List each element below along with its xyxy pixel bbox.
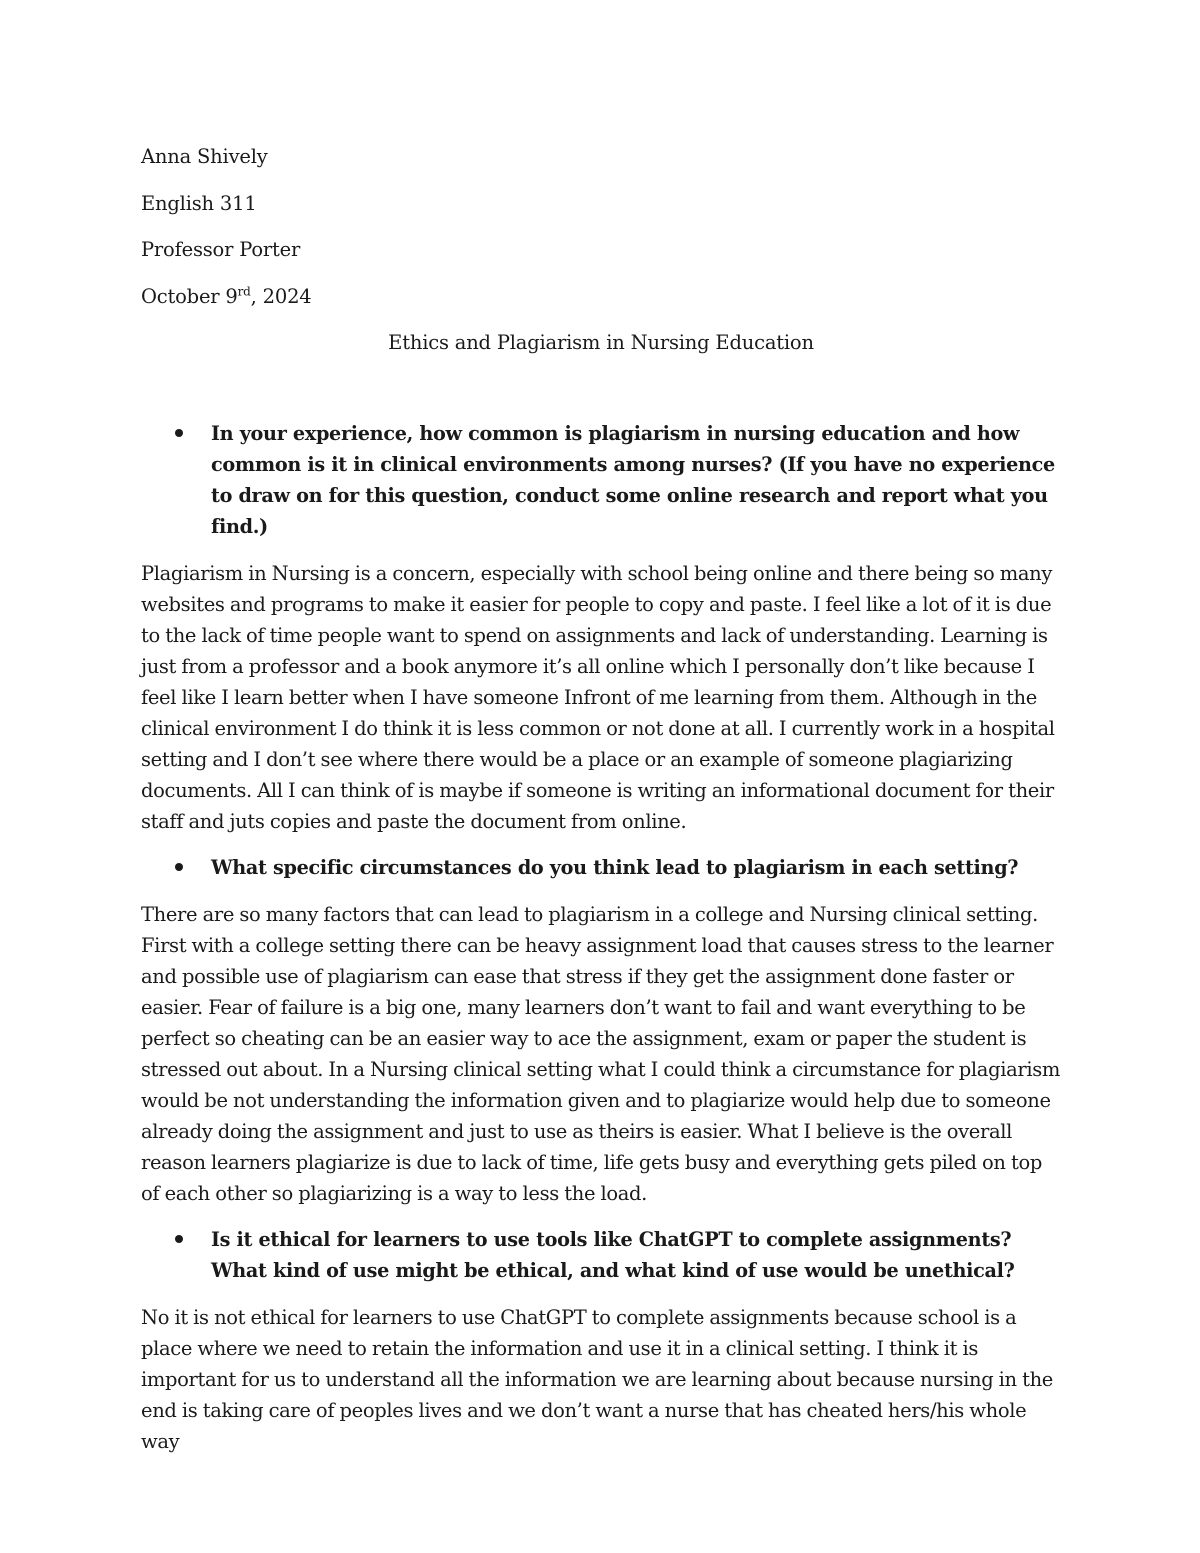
- question-text: In your experience, how common is plagiarism in nursing education and how common is it in clinical environments among nurses? (If you have no experience to draw on for this question, conduct some online research and report what you find.): [211, 422, 1055, 538]
- answer-2: There are so many factors that can lead to plagiarism in a college and Nursing clinical setting. First with a college setting there can be heavy assignment load that causes stress to the learner and possible use of plagiarism can ease that stress if they get the assignment done faster or easier. Fear of failure is a big one, many learners don’t want to fail and want everything to be perfect so cheating can be an easier way to ace the assignment, exam or paper the student is stressed out about. In a Nursing clinical setting what I could think a circumstance for plagiarism would be not understanding the information given and to plagiarize would help due to someone already doing the assignment and just to use as theirs is easier. What I believe is the overall reason learners plagiarize is due to lack of time, life gets busy and everything gets piled on top of each other so plagiarizing is a way to less the load.: [141, 902, 1061, 1205]
- document-content: [141, 141, 1061, 1472]
- question-text: What specific circumstances do you think lead to plagiarism in each setting?: [211, 856, 1019, 879]
- question-text: Is it ethical for learners to use tools like ChatGPT to complete assignments? What kind of use might be ethical, and what kind of use would be unethical?: [211, 1228, 1015, 1282]
- date-suffix: , 2024: [250, 284, 312, 308]
- bullet-icon: [175, 1235, 183, 1243]
- bullet-icon: [175, 429, 183, 437]
- document-date: [141, 281, 1061, 312]
- course-name: English 311: [141, 191, 257, 215]
- date-superscript: rd: [237, 284, 251, 298]
- professor-name: Professor Porter: [141, 238, 301, 261]
- author-name: Anna Shively: [141, 145, 268, 168]
- bullet-icon: [175, 863, 183, 871]
- answer-1: Plagiarism in Nursing is a concern, especially with school being online and there being so many websites and programs to make it easier for people to copy and paste. I feel like a lot of it is due to the lack of time people want to spend on assignments and lack of understanding. Learning is just from a professor and a book anymore it’s all online which I personally don’t like because I feel like I learn better when I have someone Infront of me learning from them. Although in the clinical environment I do think it is less common or not done at all. I currently work in a hospital setting and I don’t see where there would be a place or an example of someone plagiarizing documents. All I can think of is maybe if someone is writing an informational document for their staff and juts copies and paste the document from online.: [141, 561, 1055, 833]
- question-3: [141, 1224, 1061, 1286]
- document-title: Ethics and Plagiarism in Nursing Education: [388, 331, 814, 354]
- question-1: [141, 418, 1061, 542]
- question-2: [141, 852, 1061, 883]
- date-prefix: October 9: [141, 284, 238, 308]
- answer-3: No it is not ethical for learners to use ChatGPT to complete assignments because school is a place where we need to retain the information and use it in a clinical setting. I think it is important for us to understand all the information we are learning about because nursing in the end is taking care of peoples lives and we don’t want a nurse that has cheated hers/his whole way: [141, 1305, 1053, 1453]
